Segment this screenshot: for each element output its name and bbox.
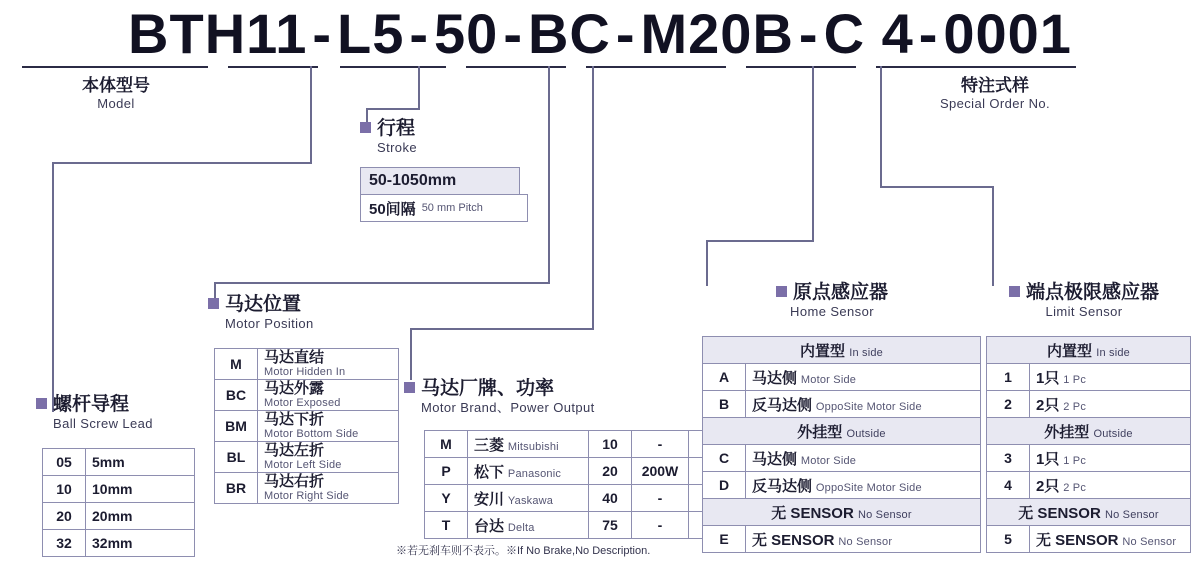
underline-motor-position bbox=[466, 66, 566, 68]
table-home-sensor bbox=[702, 336, 981, 553]
bullet-square-icon bbox=[36, 398, 47, 409]
motorpos-desc-2 bbox=[258, 411, 399, 442]
table-row bbox=[703, 445, 981, 472]
limit-en-1: 1 Pc bbox=[1063, 373, 1087, 386]
home-group-none-cell bbox=[703, 499, 981, 526]
lead-value-0: 5mm bbox=[86, 449, 195, 476]
motorpos-cn-0: 马达直结 bbox=[264, 349, 325, 366]
motorpos-code-3: BL bbox=[215, 442, 258, 473]
brand-cn-1: 松下 bbox=[474, 463, 505, 481]
motorpos-cn-4: 马达右折 bbox=[264, 473, 325, 490]
power-code-0: 10 bbox=[589, 431, 632, 458]
motorpos-desc-1 bbox=[258, 380, 399, 411]
brand-cn-0: 三菱 bbox=[474, 436, 505, 454]
motorpos-code-2: BM bbox=[215, 411, 258, 442]
table-row bbox=[703, 391, 981, 418]
header-special-order bbox=[900, 76, 1090, 112]
underline-model bbox=[22, 66, 208, 68]
leader-lead-v1 bbox=[52, 162, 54, 412]
power-code-2: 40 bbox=[589, 485, 632, 512]
brand-code-3: T bbox=[425, 512, 468, 539]
home-code-d: D bbox=[703, 472, 746, 499]
motorpos-en-0: Motor Hidden In bbox=[264, 366, 346, 378]
code-segment-special-order: 0001 bbox=[943, 1, 1072, 65]
home-cn-d: 反马达侧 bbox=[752, 477, 813, 495]
leader-motorpos-v2 bbox=[548, 66, 550, 282]
lead-code-1: 10 bbox=[43, 476, 86, 503]
stroke-range-text: 50-1050mm bbox=[369, 172, 457, 189]
header-motor-position bbox=[208, 294, 314, 332]
table-row bbox=[215, 442, 399, 473]
motorpos-desc-0 bbox=[258, 349, 399, 380]
code-segment-sensor: C 4 bbox=[823, 1, 914, 65]
brand-code-0: M bbox=[425, 431, 468, 458]
bullet-square-icon bbox=[208, 298, 219, 309]
table-row bbox=[215, 380, 399, 411]
code-dash-5: - bbox=[798, 1, 819, 65]
bullet-square-icon bbox=[776, 286, 787, 297]
limit-en-4: 2 Pc bbox=[1063, 481, 1087, 494]
home-group-outside-cn: 外挂型 bbox=[797, 423, 843, 441]
brand-code-2: Y bbox=[425, 485, 468, 512]
header-stroke-cn bbox=[360, 118, 417, 140]
code-segment-lead: L5 bbox=[337, 1, 405, 65]
home-desc-b bbox=[746, 391, 981, 418]
leader-home-h1 bbox=[706, 240, 814, 242]
stroke-pitch-cn: 50间隔 bbox=[369, 200, 416, 218]
leader-limit-h1 bbox=[880, 186, 994, 188]
table-motor-position bbox=[214, 348, 399, 504]
table-row bbox=[215, 411, 399, 442]
home-desc-a bbox=[746, 364, 981, 391]
table-row bbox=[703, 364, 981, 391]
motorpos-desc-4 bbox=[258, 473, 399, 504]
limit-code-3: 3 bbox=[987, 445, 1030, 472]
home-en-b: OppoSite Motor Side bbox=[815, 400, 922, 413]
header-limit-sensor-cn-text: 端点极限感应器 bbox=[1025, 282, 1159, 303]
home-en-c: Motor Side bbox=[800, 454, 857, 467]
code-dash-6: - bbox=[918, 1, 939, 65]
underline-special-order bbox=[876, 66, 1076, 68]
leader-motorpos-h1 bbox=[214, 282, 550, 284]
limit-code-5: 5 bbox=[987, 526, 1030, 553]
home-cn-b: 反马达侧 bbox=[752, 396, 813, 414]
limit-group-inside bbox=[987, 337, 1191, 364]
power-value-1: 200W bbox=[632, 458, 689, 485]
home-desc-c bbox=[746, 445, 981, 472]
header-limit-sensor bbox=[984, 282, 1184, 320]
motorpos-cn-1: 马达外露 bbox=[264, 380, 325, 397]
leader-motorbrand-h1 bbox=[410, 328, 594, 330]
home-code-b: B bbox=[703, 391, 746, 418]
table-row bbox=[703, 526, 981, 553]
table-row bbox=[43, 476, 195, 503]
limit-cn-4: 2只 bbox=[1036, 477, 1060, 495]
header-ball-screw-lead-en: Ball Screw Lead bbox=[53, 416, 153, 431]
home-code-a: A bbox=[703, 364, 746, 391]
code-segment-stroke: 50 bbox=[434, 1, 499, 65]
table-row bbox=[215, 473, 399, 504]
stroke-range-box bbox=[360, 167, 520, 195]
header-model-en: Model bbox=[97, 96, 135, 111]
lead-code-3: 32 bbox=[43, 530, 86, 557]
motorpos-en-2: Motor Bottom Side bbox=[264, 428, 359, 440]
table-row bbox=[425, 512, 732, 539]
header-motor-position-en: Motor Position bbox=[225, 316, 314, 331]
limit-cn-1: 1只 bbox=[1036, 369, 1060, 387]
code-dash-1: - bbox=[312, 1, 332, 65]
limit-en-2: 2 Pc bbox=[1063, 400, 1087, 413]
limit-group-none-cn: 无 SENSOR bbox=[1018, 504, 1101, 522]
limit-en-5: No Sensor bbox=[1122, 535, 1177, 548]
brand-name-1 bbox=[468, 458, 589, 485]
lead-code-2: 20 bbox=[43, 503, 86, 530]
table-row bbox=[43, 503, 195, 530]
home-group-none bbox=[703, 499, 981, 526]
brand-cn-2: 安川 bbox=[474, 490, 505, 508]
motorpos-desc-3 bbox=[258, 442, 399, 473]
home-cn-e: 无 SENSOR bbox=[752, 531, 835, 549]
brand-name-2 bbox=[468, 485, 589, 512]
home-group-inside-cn: 内置型 bbox=[800, 342, 846, 360]
header-model-cn: 本体型号 bbox=[82, 76, 150, 95]
home-group-outside-cell bbox=[703, 418, 981, 445]
leader-limit-v1 bbox=[992, 186, 994, 286]
header-motor-brand-cn bbox=[404, 378, 595, 400]
leader-motorbrand-v2 bbox=[592, 66, 594, 328]
header-motor-position-cn-text: 马达位置 bbox=[225, 294, 302, 315]
bullet-square-icon bbox=[1009, 286, 1020, 297]
home-group-outside bbox=[703, 418, 981, 445]
table-row bbox=[43, 530, 195, 557]
header-stroke bbox=[360, 118, 417, 156]
part-number-code bbox=[0, 2, 1200, 64]
limit-desc-5 bbox=[1030, 526, 1191, 553]
home-cn-a: 马达侧 bbox=[752, 369, 798, 387]
limit-desc-2 bbox=[1030, 391, 1191, 418]
home-cn-c: 马达侧 bbox=[752, 450, 798, 468]
bullet-square-icon bbox=[404, 382, 415, 393]
table-row bbox=[43, 449, 195, 476]
header-motor-brand-cn-text: 马达厂牌、功率 bbox=[421, 378, 555, 399]
header-stroke-en: Stroke bbox=[377, 140, 417, 155]
limit-desc-4 bbox=[1030, 472, 1191, 499]
motorpos-en-4: Motor Right Side bbox=[264, 490, 350, 502]
limit-code-2: 2 bbox=[987, 391, 1030, 418]
brand-cn-3: 台达 bbox=[474, 517, 505, 535]
motorpos-cn-2: 马达下折 bbox=[264, 411, 325, 428]
power-code-3: 75 bbox=[589, 512, 632, 539]
power-code-1: 20 bbox=[589, 458, 632, 485]
home-desc-e bbox=[746, 526, 981, 553]
header-model bbox=[30, 76, 202, 112]
header-stroke-cn-text: 行程 bbox=[377, 118, 416, 139]
bullet-square-icon bbox=[360, 122, 371, 133]
code-dash-3: - bbox=[503, 1, 523, 65]
table-row bbox=[215, 349, 399, 380]
motorpos-code-4: BR bbox=[215, 473, 258, 504]
limit-cn-5: 无 SENSOR bbox=[1036, 531, 1119, 549]
limit-group-none bbox=[987, 499, 1191, 526]
underline-stroke bbox=[340, 66, 446, 68]
home-en-e: No Sensor bbox=[838, 535, 893, 548]
leader-limit-v2 bbox=[880, 66, 882, 186]
table-row bbox=[703, 472, 981, 499]
home-en-d: OppoSite Motor Side bbox=[815, 481, 922, 494]
header-home-sensor-cn-text: 原点感应器 bbox=[792, 282, 888, 303]
brand-name-3 bbox=[468, 512, 589, 539]
lead-value-3: 32mm bbox=[86, 530, 195, 557]
underline-motor-brand bbox=[586, 66, 726, 68]
motorpos-en-3: Motor Left Side bbox=[264, 459, 342, 471]
limit-group-none-cell bbox=[987, 499, 1191, 526]
motorpos-code-0: M bbox=[215, 349, 258, 380]
limit-code-1: 1 bbox=[987, 364, 1030, 391]
home-desc-d bbox=[746, 472, 981, 499]
header-home-sensor-cn bbox=[700, 282, 964, 304]
leader-stroke-v2 bbox=[418, 66, 420, 108]
table-row bbox=[425, 431, 732, 458]
underline-sensor bbox=[746, 66, 856, 68]
table-row bbox=[987, 391, 1191, 418]
code-dash-4: - bbox=[615, 1, 636, 65]
limit-group-inside-cn: 内置型 bbox=[1047, 342, 1093, 360]
leader-lead-h1 bbox=[52, 162, 312, 164]
motorpos-en-1: Motor Exposed bbox=[264, 397, 341, 409]
header-ball-screw-lead-cn bbox=[36, 394, 153, 416]
limit-en-3: 1 Pc bbox=[1063, 454, 1087, 467]
limit-group-outside-en: Outside bbox=[1093, 427, 1133, 440]
limit-desc-1 bbox=[1030, 364, 1191, 391]
table-limit-sensor bbox=[986, 336, 1191, 553]
motorpos-code-1: BC bbox=[215, 380, 258, 411]
limit-cn-3: 1只 bbox=[1036, 450, 1060, 468]
header-motor-brand-en: Motor Brand、Power Output bbox=[421, 400, 595, 415]
limit-group-none-en: No Sensor bbox=[1104, 508, 1159, 521]
brand-en-0: Mitsubishi bbox=[507, 440, 559, 453]
header-special-order-en: Special Order No. bbox=[939, 96, 1051, 111]
stroke-pitch-en: 50 mm Pitch bbox=[421, 202, 483, 214]
table-ball-screw-lead bbox=[42, 448, 195, 557]
header-limit-sensor-en: Limit Sensor bbox=[1045, 304, 1123, 319]
brand-code-1: P bbox=[425, 458, 468, 485]
header-motor-position-cn bbox=[208, 294, 314, 316]
home-group-outside-en: Outside bbox=[846, 427, 886, 440]
limit-group-inside-en: In side bbox=[1096, 346, 1130, 359]
leader-stroke-h1 bbox=[366, 108, 420, 110]
home-group-inside-cell bbox=[703, 337, 981, 364]
lead-code-0: 05 bbox=[43, 449, 86, 476]
header-limit-sensor-cn bbox=[984, 282, 1184, 304]
header-special-order-cn: 特注式样 bbox=[961, 76, 1029, 95]
limit-group-outside-cell bbox=[987, 418, 1191, 445]
home-group-none-en: No Sensor bbox=[857, 508, 912, 521]
limit-group-inside-cell bbox=[987, 337, 1191, 364]
motorpos-cn-3: 马达左折 bbox=[264, 442, 325, 459]
header-home-sensor bbox=[700, 282, 964, 320]
limit-cn-2: 2只 bbox=[1036, 396, 1060, 414]
home-en-a: Motor Side bbox=[800, 373, 857, 386]
limit-desc-3 bbox=[1030, 445, 1191, 472]
code-segment-motor-position: BC bbox=[527, 1, 611, 65]
limit-code-4: 4 bbox=[987, 472, 1030, 499]
leader-lead-v2 bbox=[310, 66, 312, 162]
limit-group-outside-cn: 外挂型 bbox=[1044, 423, 1090, 441]
code-segment-motor-brand: M20B bbox=[640, 1, 794, 65]
table-row bbox=[987, 472, 1191, 499]
code-dash-2: - bbox=[409, 1, 430, 65]
home-group-inside-en: In side bbox=[849, 346, 883, 359]
lead-value-1: 10mm bbox=[86, 476, 195, 503]
leader-home-v2 bbox=[812, 66, 814, 240]
leader-motorbrand-v1 bbox=[410, 328, 412, 380]
table-row bbox=[425, 458, 732, 485]
header-ball-screw-lead-cn-text: 螺杆导程 bbox=[53, 394, 130, 415]
table-row bbox=[987, 364, 1191, 391]
table-row bbox=[425, 485, 732, 512]
leader-home-v1 bbox=[706, 240, 708, 286]
table-motor-brand bbox=[424, 430, 732, 539]
home-group-none-cn: 无 SENSOR bbox=[771, 504, 854, 522]
code-segment-model: BTH11 bbox=[128, 1, 308, 65]
table-row bbox=[987, 526, 1191, 553]
power-value-0: - bbox=[632, 431, 689, 458]
brand-name-0 bbox=[468, 431, 589, 458]
home-code-e: E bbox=[703, 526, 746, 553]
limit-group-outside bbox=[987, 418, 1191, 445]
power-value-2: - bbox=[632, 485, 689, 512]
motor-brand-note: ※若无刹车则不表示。※If No Brake,No Description. bbox=[396, 545, 651, 557]
header-ball-screw-lead bbox=[36, 394, 153, 432]
table-row bbox=[987, 445, 1191, 472]
brand-en-3: Delta bbox=[507, 521, 535, 534]
brand-en-2: Yaskawa bbox=[507, 494, 554, 507]
brand-en-1: Panasonic bbox=[507, 467, 562, 480]
home-code-c: C bbox=[703, 445, 746, 472]
power-value-3: - bbox=[632, 512, 689, 539]
stroke-pitch-box bbox=[360, 194, 528, 222]
header-motor-brand bbox=[404, 378, 595, 416]
header-home-sensor-en: Home Sensor bbox=[790, 304, 874, 319]
underline-lead bbox=[228, 66, 318, 68]
home-group-inside bbox=[703, 337, 981, 364]
lead-value-2: 20mm bbox=[86, 503, 195, 530]
